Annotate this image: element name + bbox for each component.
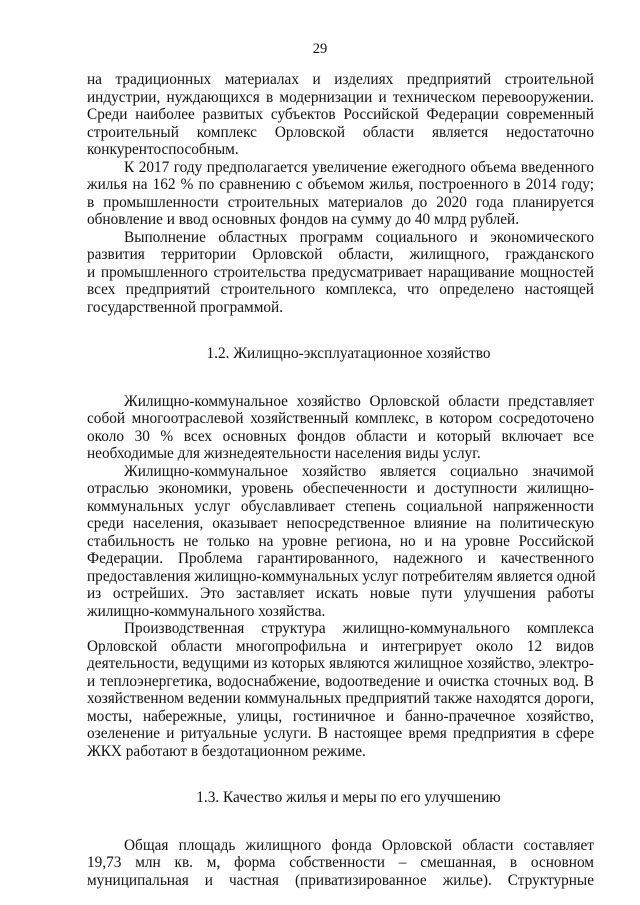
paragraph (87, 393, 594, 463)
document-body (87, 71, 594, 889)
text-line: жилищно-коммунального хозяйства. (87, 602, 326, 620)
text-line: обновление и ввод основных фондов на сумму до 40 млрд рублей. (87, 211, 520, 228)
text-line: деятельности, ведущими из которых являются жилищное хозяйство, электро- (87, 655, 594, 672)
text-line: среди населения, оказывает непосредственное влияние на политическую (87, 515, 594, 532)
text-line: и теплоэнергетика, водоснабжение, водоотведение и очистка сточных вод. В (87, 672, 594, 690)
text-line: собой многоотраслевой хозяйственный комплекс, в котором сосредоточено (87, 410, 594, 427)
section-heading: 1.2. Жилищно-эксплуатационное хозяйство (206, 345, 491, 362)
text-line: Среди наиболее развитых субъектов Российской Федерации современный (87, 106, 594, 123)
text-line: Орловской области многопрофильна и интегрирует около 12 видов (87, 637, 594, 655)
text-line: около 30 % всех основных фондов области и который включает все (87, 427, 594, 445)
text-line: жилья на 162 % по сравнению с объемом жилья, построенного в 2014 году; (87, 176, 594, 193)
paragraph (87, 837, 594, 890)
text-line: Федерации. Проблема гарантированного, надежного и качественного (87, 550, 594, 567)
text-line: озеленение и ритуальные услуги. В настоящее время предприятия в сфере (87, 725, 594, 742)
section-heading: 1.3. Качество жилья и меры по его улучшению (196, 789, 501, 806)
text-line: Общая площадь жилищного фонда Орловской области составляет (124, 836, 594, 854)
text-line: коммунальных услуг обуславливает степень социальной напряженности (87, 497, 594, 515)
text-line: в промышленности строительных материалов до 2020 года планируется (87, 193, 594, 211)
spacer (87, 316, 594, 345)
text-line: муниципальная и частная (приватизированное жилье). Структурные (87, 871, 594, 889)
paragraph (87, 159, 594, 229)
page-number: 29 (312, 41, 328, 57)
text-line: и промышленного строительства предусматривает наращивание мощностей (87, 263, 594, 281)
text-line: Жилищно-коммунальное хозяйство является социально значимой (124, 462, 594, 480)
text-line: на традиционных материалах и изделиях предприятий строительной (87, 71, 594, 88)
text-line: Производственная структура жилищно-коммунального комплекса (124, 620, 594, 637)
text-line: 19,73 млн кв. м, форма собственности – смешанная, в основном (87, 854, 594, 871)
text-line: развития территории Орловской области, жилищного, гражданского (87, 246, 594, 263)
text-line: предоставления жилищно-коммунальных услуг потребителям является одной (87, 567, 596, 585)
text-line: ЖКХ работают в бездотационном режиме. (87, 742, 366, 760)
paragraph (87, 71, 594, 159)
text-line: строительный комплекс Орловской области является недостаточно (87, 123, 594, 141)
spacer (87, 760, 594, 789)
text-line: Жилищно-коммунальное хозяйство Орловской области представляет (124, 392, 594, 410)
text-line: необходимые для жизнедеятельности населения виды услуг. (87, 445, 481, 462)
paragraph (87, 229, 594, 317)
text-line: конкурентоспособным. (87, 141, 239, 158)
paragraph (87, 463, 594, 621)
text-line: К 2017 году предполагается увеличение ежегодного объема введенного (124, 158, 594, 176)
text-line: хозяйственном ведении коммунальных предприятий также находятся дороги, (87, 690, 594, 707)
spacer (87, 363, 594, 393)
text-line: государственной программой. (87, 298, 284, 316)
paragraph (87, 620, 594, 760)
text-line: из острейших. Это заставляет искать новые пути улучшения работы (87, 585, 594, 602)
spacer (87, 807, 594, 837)
text-line: стабильность не только на уровне региона, но и на уровне Российской (87, 532, 594, 550)
text-line: индустрии, нуждающихся в модернизации и техническом перевооружении. (87, 88, 594, 106)
text-line: мосты, набережные, улицы, гостиничное и банно-прачечное хозяйство, (87, 707, 594, 725)
text-line: всех предприятий строительного комплекса, что определено настоящей (87, 281, 594, 298)
text-line: отраслью экономики, уровень обеспеченности и доступности жилищно- (87, 480, 594, 497)
text-line: Выполнение областных программ социального и экономического (124, 228, 594, 246)
